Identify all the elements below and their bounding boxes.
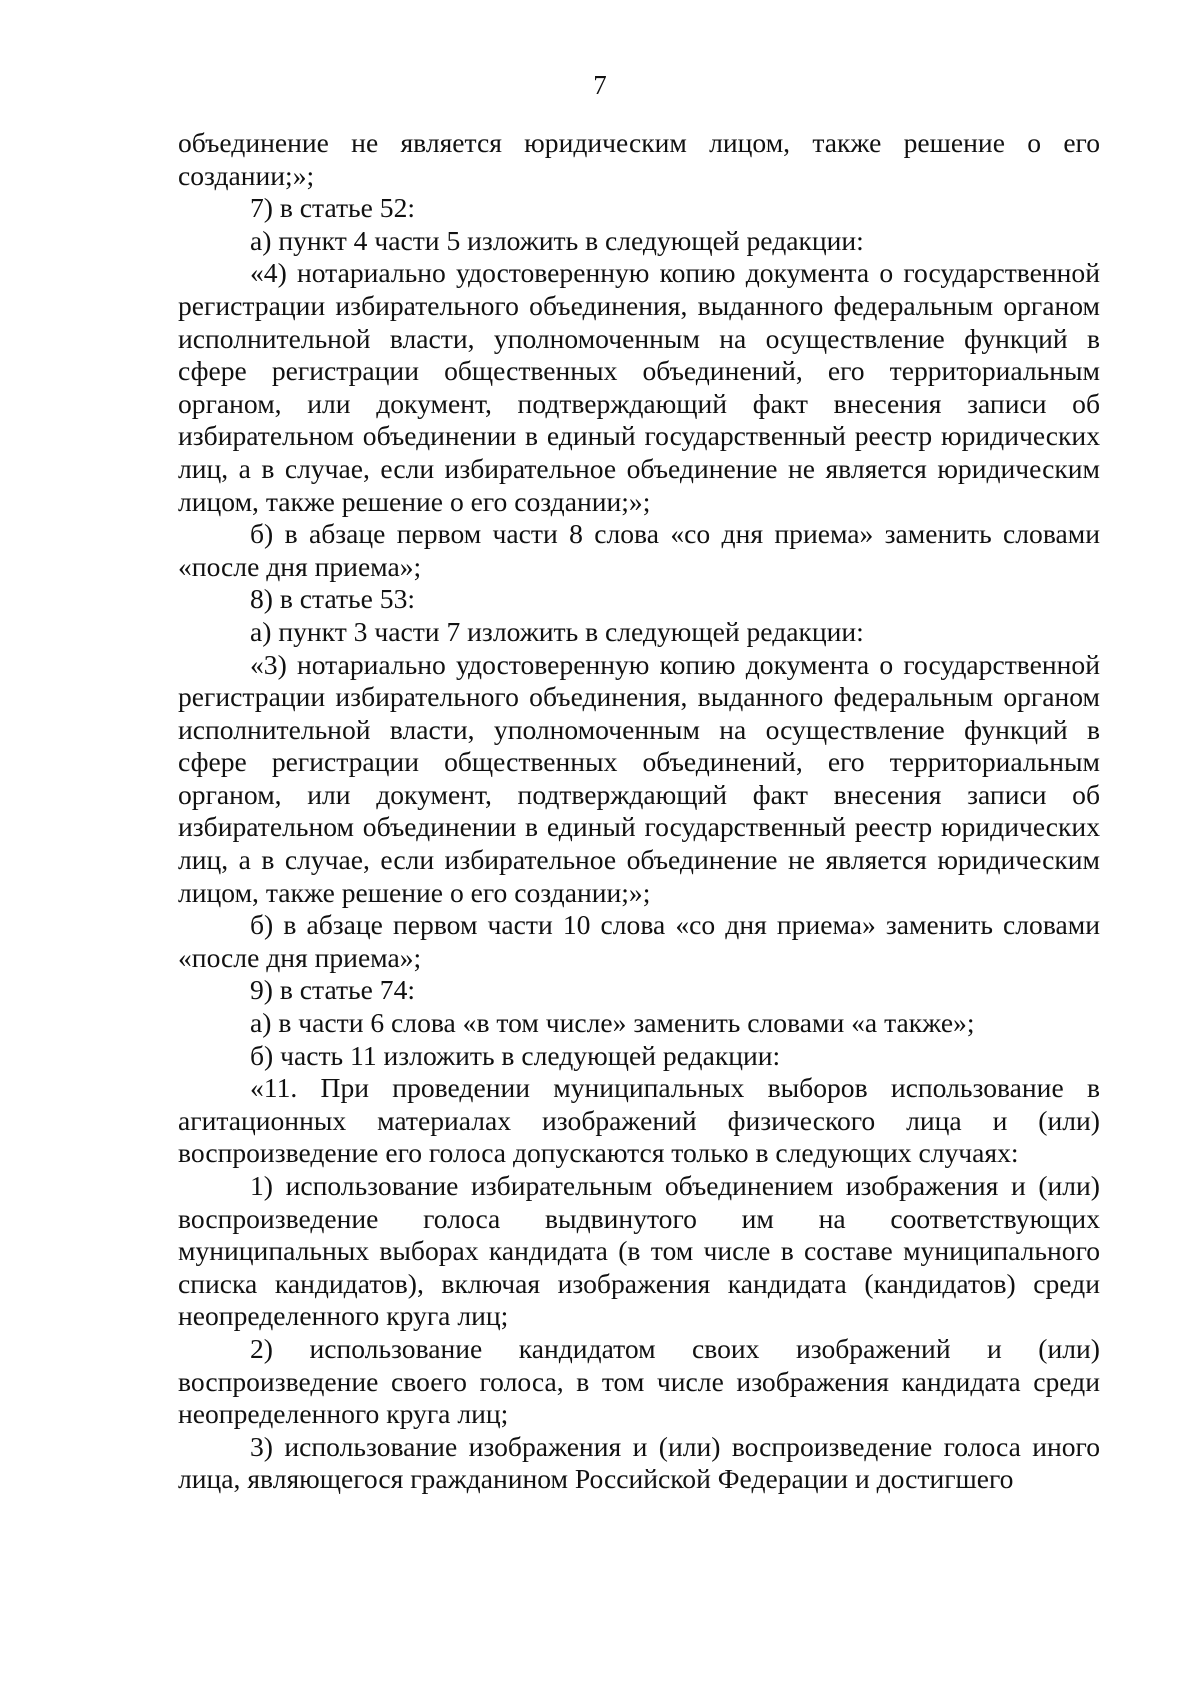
- paragraph-item-7: 7) в статье 52:: [250, 192, 416, 224]
- paragraph-item-8: 8) в статье 53:: [250, 583, 416, 615]
- paragraph-subitem-9a: а) в части 6 слова «в том числе» заменить словами «а также»;: [250, 1007, 975, 1039]
- paragraph-continuation: объединение не является юридическим лицом, также решение о его создании;»;: [178, 127, 1100, 191]
- paragraph-subitem-8a: а) пункт 3 части 7 изложить в следующей редакции:: [250, 615, 864, 647]
- paragraph-case-2: 2) использование кандидатом своих изображений и (или) воспроизведение своего голоса, в том числе изображения кандидата среди неопределенного круга лиц;: [178, 1332, 1100, 1430]
- document-body: [178, 127, 1100, 1496]
- paragraph-quoted-point-4: «4) нотариально удостоверенную копию документа о государственной регистрации избирательного объединения, выданного федеральным органом исполнительной власти, уполномоченным на осуществление функций в сфере регистрации общественных объединений, его территориальным органом, или документ, подтверждающий факт внесения записи об избирательном объединении в единый государственный реестр юридических лиц, а в случае, если избирательное объединение не является юридическим лицом, также решение о его создании;»;: [178, 257, 1100, 517]
- paragraph-quoted-part-11: «11. При проведении муниципальных выборов использование в агитационных материалах изображений физического лица и (или) воспроизведение его голоса допускаются только в следующих случаях:: [178, 1072, 1100, 1169]
- paragraph-quoted-point-3: «3) нотариально удостоверенную копию документа о государственной регистрации избирательного объединения, выданного федеральным органом исполнительной власти, уполномоченным на осуществление функций в сфере регистрации общественных объединений, его территориальным органом, или документ, подтверждающий факт внесения записи об избирательном объединении в единый государственный реестр юридических лиц, а в случае, если избирательное объединение не является юридическим лицом, также решение о его создании;»;: [178, 648, 1100, 908]
- paragraph-subitem-9b: б) часть 11 изложить в следующей редакции:: [250, 1039, 781, 1071]
- paragraph-subitem-7b: б) в абзаце первом части 8 слова «со дня приема» заменить словами «после дня приема»;: [178, 518, 1100, 582]
- paragraph-case-3: 3) использование изображения и (или) воспроизведение голоса иного лица, являющегося гражданином Российской Федерации и достигшего: [178, 1430, 1100, 1495]
- paragraph-subitem-7a: а) пункт 4 части 5 изложить в следующей редакции:: [250, 224, 864, 256]
- paragraph-case-1: 1) использование избирательным объединением изображения и (или) воспроизведение голоса выдвинутого им на соответствующих муниципальных выборах кандидата (в том числе в составе муниципального списка кандидатов), включая изображения кандидата (кандидатов) среди неопределенного круга лиц;: [178, 1170, 1100, 1332]
- paragraph-subitem-8b: б) в абзаце первом части 10 слова «со дня приема» заменить словами «после дня приема»;: [178, 909, 1100, 973]
- paragraph-item-9: 9) в статье 74:: [250, 974, 416, 1006]
- page-number: 7: [593, 70, 607, 100]
